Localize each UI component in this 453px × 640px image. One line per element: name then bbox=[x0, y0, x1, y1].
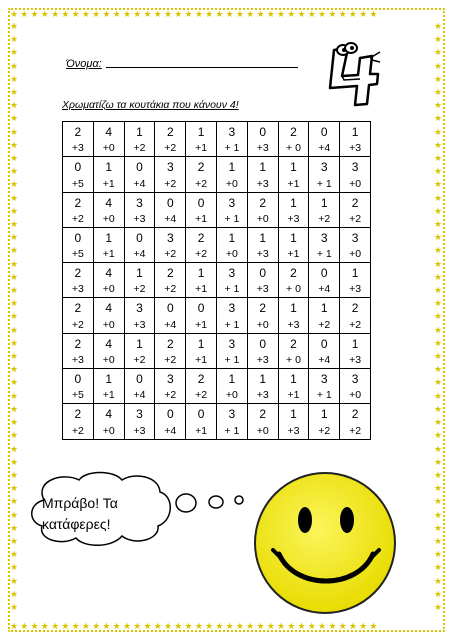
cell-addend: +3 bbox=[349, 354, 362, 367]
grid-cell[interactable] bbox=[278, 404, 309, 439]
cell-first-number: 3 bbox=[228, 266, 236, 281]
cell-first-number: 3 bbox=[136, 407, 143, 422]
cell-first-number: 1 bbox=[136, 336, 143, 351]
cell-addend: +2 bbox=[195, 248, 208, 261]
grid-cell[interactable] bbox=[309, 404, 340, 439]
cell-first-number: 2 bbox=[74, 336, 82, 351]
grid-row bbox=[63, 263, 371, 298]
cell-first-number: 2 bbox=[166, 266, 174, 281]
grid-cell[interactable] bbox=[309, 333, 340, 368]
cell-addend: +3 bbox=[349, 283, 362, 296]
grid-cell[interactable] bbox=[247, 298, 278, 333]
grid-cell[interactable] bbox=[63, 122, 94, 157]
star-border-top: ★★★★★★★★★★★★★★★★★★★★★★★★★★★★★★★★★★★★ bbox=[10, 9, 380, 19]
cell-addend: +5 bbox=[71, 248, 84, 261]
cell-first-number: 2 bbox=[74, 301, 82, 316]
cell-addend: +4 bbox=[133, 389, 146, 402]
cell-addend: +2 bbox=[349, 424, 362, 437]
cell-addend: +1 bbox=[195, 212, 208, 225]
cell-addend: + 0 bbox=[286, 354, 301, 367]
cloud-text bbox=[42, 493, 142, 535]
grid-cell[interactable] bbox=[124, 227, 155, 262]
cell-addend: +1 bbox=[287, 177, 300, 190]
grid-cell[interactable] bbox=[124, 157, 155, 192]
cell-first-number: 3 bbox=[136, 301, 143, 316]
cell-addend: +4 bbox=[318, 283, 331, 296]
cell-addend: +0 bbox=[256, 424, 269, 437]
grid-cell[interactable] bbox=[278, 157, 309, 192]
cell-first-number: 1 bbox=[351, 336, 359, 351]
grid-cell[interactable] bbox=[216, 227, 247, 262]
cell-first-number: 1 bbox=[105, 230, 113, 245]
cell-addend: + 1 bbox=[224, 354, 240, 367]
name-label: Όνομα: bbox=[66, 58, 102, 70]
cell-first-number: 3 bbox=[351, 372, 359, 387]
star-border-bottom: ★★★★★★★★★★★★★★★★★★★★★★★★★★★★★★★★★★★★ bbox=[10, 621, 380, 631]
addition-grid bbox=[62, 121, 371, 440]
grid-cell[interactable] bbox=[340, 333, 371, 368]
cell-first-number: 1 bbox=[228, 160, 236, 175]
cell-addend: +0 bbox=[102, 212, 115, 225]
cell-first-number: 3 bbox=[166, 160, 174, 175]
cell-addend: +4 bbox=[133, 177, 146, 190]
cell-addend: +0 bbox=[225, 248, 238, 261]
grid-cell[interactable] bbox=[309, 263, 340, 298]
grid-cell[interactable] bbox=[93, 298, 124, 333]
grid-cell[interactable] bbox=[340, 369, 371, 404]
cell-addend: +2 bbox=[164, 177, 177, 190]
grid-cell[interactable] bbox=[93, 227, 124, 262]
grid-cell[interactable] bbox=[309, 298, 340, 333]
instruction-text: Χρωματίζω τα κουτάκια που κάνουν 4! bbox=[62, 99, 239, 111]
grid-cell[interactable] bbox=[63, 157, 94, 192]
cell-addend: +5 bbox=[71, 177, 84, 190]
grid-cell[interactable] bbox=[309, 192, 340, 227]
smiley-face-icon bbox=[245, 468, 405, 618]
cell-first-number: 1 bbox=[290, 301, 297, 316]
cell-first-number: 2 bbox=[290, 266, 297, 281]
cell-addend: +1 bbox=[195, 142, 208, 155]
cell-first-number: 0 bbox=[74, 160, 82, 175]
cell-first-number: 1 bbox=[259, 160, 267, 175]
cell-addend: +0 bbox=[102, 424, 115, 437]
cell-first-number: 2 bbox=[259, 195, 267, 210]
cell-first-number: 4 bbox=[105, 336, 113, 351]
cell-addend: +2 bbox=[71, 212, 84, 225]
cell-addend: + 1 bbox=[224, 142, 240, 155]
cell-addend: +3 bbox=[287, 318, 300, 331]
grid-row bbox=[63, 369, 371, 404]
grid-cell[interactable] bbox=[155, 333, 186, 368]
grid-cell[interactable] bbox=[186, 298, 217, 333]
cell-addend: +5 bbox=[71, 389, 84, 402]
cell-addend: + 1 bbox=[224, 424, 240, 437]
grid-cell[interactable] bbox=[278, 227, 309, 262]
cell-addend: +2 bbox=[318, 212, 331, 225]
cell-first-number: 1 bbox=[259, 372, 267, 387]
cell-first-number: 3 bbox=[351, 230, 359, 245]
cell-addend: +4 bbox=[133, 248, 146, 261]
cell-first-number: 3 bbox=[136, 195, 143, 210]
grid-cell[interactable] bbox=[309, 157, 340, 192]
cell-addend: +4 bbox=[318, 354, 331, 367]
grid-cell[interactable] bbox=[216, 122, 247, 157]
cell-first-number: 3 bbox=[228, 336, 236, 351]
cell-addend: +0 bbox=[225, 177, 238, 190]
cell-addend: +3 bbox=[256, 389, 269, 402]
cell-first-number: 3 bbox=[228, 301, 236, 316]
cell-addend: +1 bbox=[102, 389, 115, 402]
grid-cell[interactable] bbox=[186, 404, 217, 439]
grid-cell[interactable] bbox=[93, 369, 124, 404]
cell-addend: +2 bbox=[349, 318, 362, 331]
cell-first-number: 0 bbox=[136, 160, 143, 175]
grid-cell[interactable] bbox=[216, 298, 247, 333]
grid-cell[interactable] bbox=[155, 404, 186, 439]
cell-addend: +1 bbox=[102, 248, 115, 261]
cell-first-number: 1 bbox=[228, 372, 236, 387]
star-border-left: ★ ★ ★ ★ ★ ★ ★ ★ ★ ★ ★ ★ ★ ★ ★ ★ ★ ★ ★ ★ ★ ★ ★ ★ ★ ★ ★ ★ ★ ★ ★ ★ ★ ★ ★ ★ ★ ★ ★ ★ ★ ★ ★ ★ ★ bbox=[9, 21, 19, 612]
grid-cell[interactable] bbox=[340, 227, 371, 262]
cell-first-number: 0 bbox=[259, 266, 267, 281]
name-field[interactable] bbox=[106, 67, 298, 68]
cell-addend: +1 bbox=[287, 248, 300, 261]
cell-first-number: 3 bbox=[320, 372, 328, 387]
grid-cell[interactable] bbox=[340, 122, 371, 157]
cell-addend: +0 bbox=[256, 212, 269, 225]
grid-cell[interactable] bbox=[216, 157, 247, 192]
grid-cell[interactable] bbox=[278, 333, 309, 368]
grid-cell[interactable] bbox=[216, 369, 247, 404]
cell-first-number: 0 bbox=[74, 372, 82, 387]
cell-addend: +3 bbox=[71, 354, 84, 367]
cell-first-number: 3 bbox=[351, 160, 359, 175]
cell-addend: + 0 bbox=[286, 142, 301, 155]
grid-cell[interactable] bbox=[340, 404, 371, 439]
grid-cell[interactable] bbox=[309, 369, 340, 404]
cell-first-number: 2 bbox=[74, 195, 82, 210]
grid-cell[interactable] bbox=[247, 227, 278, 262]
grid-cell[interactable] bbox=[340, 192, 371, 227]
cell-addend: +2 bbox=[133, 142, 146, 155]
grid-cell[interactable] bbox=[247, 122, 278, 157]
cell-addend: +0 bbox=[102, 318, 115, 331]
cell-first-number: 0 bbox=[136, 372, 143, 387]
cell-first-number: 1 bbox=[320, 195, 328, 210]
cell-first-number: 2 bbox=[290, 336, 297, 351]
cell-first-number: 0 bbox=[320, 266, 328, 281]
cell-first-number: 1 bbox=[197, 336, 205, 351]
grid-cell[interactable] bbox=[186, 369, 217, 404]
cell-first-number: 0 bbox=[320, 125, 328, 139]
cell-first-number: 3 bbox=[320, 160, 328, 175]
cell-first-number: 0 bbox=[166, 407, 174, 422]
cell-addend: +4 bbox=[164, 424, 177, 437]
grid-cell[interactable] bbox=[309, 122, 340, 157]
cell-first-number: 0 bbox=[259, 125, 267, 139]
grid-cell[interactable] bbox=[278, 298, 309, 333]
cell-addend: + 1 bbox=[224, 283, 240, 296]
cell-first-number: 2 bbox=[166, 125, 174, 139]
cell-first-number: 1 bbox=[259, 230, 267, 245]
cloud-line-1: Μπράβο! Τα bbox=[42, 495, 118, 511]
cell-first-number: 0 bbox=[166, 195, 174, 210]
cell-first-number: 0 bbox=[197, 301, 205, 316]
grid-cell[interactable] bbox=[93, 192, 124, 227]
cell-first-number: 1 bbox=[290, 407, 297, 422]
grid-cell[interactable] bbox=[216, 404, 247, 439]
cell-first-number: 2 bbox=[74, 266, 82, 281]
grid-cell[interactable] bbox=[247, 369, 278, 404]
cell-addend: +0 bbox=[349, 389, 362, 402]
cell-first-number: 2 bbox=[197, 160, 205, 175]
cell-addend: +3 bbox=[349, 142, 362, 155]
cell-first-number: 2 bbox=[351, 195, 359, 210]
grid-cell[interactable] bbox=[216, 263, 247, 298]
cell-addend: +0 bbox=[102, 283, 115, 296]
cell-addend: +2 bbox=[133, 283, 146, 296]
cell-addend: +1 bbox=[195, 354, 208, 367]
cell-addend: +3 bbox=[287, 424, 300, 437]
cell-addend: +1 bbox=[195, 318, 208, 331]
grid-cell[interactable] bbox=[216, 333, 247, 368]
cell-addend: +3 bbox=[71, 142, 84, 155]
cell-addend: +0 bbox=[102, 354, 115, 367]
grid-cell[interactable] bbox=[340, 157, 371, 192]
grid-cell[interactable] bbox=[93, 404, 124, 439]
grid-cell[interactable] bbox=[63, 333, 94, 368]
cell-addend: +3 bbox=[256, 177, 269, 190]
cell-addend: +2 bbox=[71, 318, 84, 331]
cell-first-number: 1 bbox=[105, 160, 113, 175]
cell-addend: +0 bbox=[225, 389, 238, 402]
grid-cell[interactable] bbox=[93, 157, 124, 192]
cell-addend: +2 bbox=[318, 424, 331, 437]
grid-cell[interactable] bbox=[186, 192, 217, 227]
cell-first-number: 3 bbox=[320, 230, 328, 245]
cell-addend: +1 bbox=[102, 177, 115, 190]
grid-cell[interactable] bbox=[155, 227, 186, 262]
cell-addend: +0 bbox=[349, 248, 362, 261]
cell-first-number: 4 bbox=[105, 266, 113, 281]
cell-first-number: 4 bbox=[105, 195, 113, 210]
grid-cell[interactable] bbox=[186, 157, 217, 192]
cell-first-number: 3 bbox=[228, 125, 236, 139]
cell-first-number: 1 bbox=[320, 301, 328, 316]
cell-first-number: 1 bbox=[320, 407, 328, 422]
grid-row bbox=[63, 227, 371, 262]
cell-first-number: 0 bbox=[320, 336, 328, 351]
grid-row bbox=[63, 157, 371, 192]
cell-first-number: 2 bbox=[166, 336, 174, 351]
grid-cell[interactable] bbox=[93, 122, 124, 157]
cell-first-number: 2 bbox=[197, 230, 205, 245]
cell-first-number: 2 bbox=[259, 301, 267, 316]
cell-first-number: 1 bbox=[197, 125, 205, 139]
grid-cell[interactable] bbox=[278, 369, 309, 404]
grid-cell[interactable] bbox=[247, 157, 278, 192]
cell-addend: + 1 bbox=[316, 248, 332, 261]
cell-addend: +0 bbox=[102, 142, 115, 155]
grid-row bbox=[63, 404, 371, 439]
cell-addend: + 1 bbox=[316, 177, 332, 190]
cloud-line-2: κατάφερες! bbox=[42, 516, 111, 532]
cell-addend: +4 bbox=[164, 318, 177, 331]
cell-addend: +2 bbox=[71, 424, 84, 437]
grid-cell[interactable] bbox=[340, 263, 371, 298]
cell-addend: + 1 bbox=[224, 318, 240, 331]
cell-first-number: 2 bbox=[259, 407, 267, 422]
grid-cell[interactable] bbox=[247, 263, 278, 298]
grid-row bbox=[63, 298, 371, 333]
cell-addend: +2 bbox=[349, 212, 362, 225]
cell-addend: +3 bbox=[133, 318, 146, 331]
grid-row bbox=[63, 122, 371, 157]
cell-addend: +2 bbox=[164, 142, 177, 155]
grid-cell[interactable] bbox=[93, 263, 124, 298]
cell-first-number: 1 bbox=[290, 230, 297, 245]
grid-cell[interactable] bbox=[63, 227, 94, 262]
cell-addend: + 0 bbox=[286, 283, 301, 296]
cell-addend: +3 bbox=[133, 424, 146, 437]
cell-addend: +2 bbox=[195, 389, 208, 402]
grid-cell[interactable] bbox=[155, 157, 186, 192]
cell-addend: +1 bbox=[195, 424, 208, 437]
cell-addend: +0 bbox=[256, 318, 269, 331]
cell-first-number: 4 bbox=[105, 125, 113, 139]
grid-cell[interactable] bbox=[155, 192, 186, 227]
grid-cell[interactable] bbox=[186, 263, 217, 298]
grid-cell[interactable] bbox=[63, 298, 94, 333]
grid-cell[interactable] bbox=[155, 122, 186, 157]
cell-first-number: 0 bbox=[166, 301, 174, 316]
cell-first-number: 3 bbox=[228, 195, 236, 210]
cell-addend: +4 bbox=[164, 212, 177, 225]
grid-cell[interactable] bbox=[247, 333, 278, 368]
grid-cell[interactable] bbox=[186, 122, 217, 157]
cell-addend: +1 bbox=[195, 283, 208, 296]
cell-first-number: 4 bbox=[105, 407, 113, 422]
cell-addend: +2 bbox=[195, 177, 208, 190]
cell-first-number: 3 bbox=[228, 407, 236, 422]
cell-addend: +0 bbox=[349, 177, 362, 190]
cell-first-number: 1 bbox=[136, 266, 143, 281]
grid-cell[interactable] bbox=[309, 227, 340, 262]
grid-cell[interactable] bbox=[216, 192, 247, 227]
cell-addend: +2 bbox=[164, 283, 177, 296]
grid-cell[interactable] bbox=[278, 263, 309, 298]
cell-first-number: 0 bbox=[197, 195, 205, 210]
grid-cell[interactable] bbox=[124, 298, 155, 333]
cell-addend: +3 bbox=[256, 283, 269, 296]
grid-cell[interactable] bbox=[186, 333, 217, 368]
grid-cell[interactable] bbox=[340, 298, 371, 333]
grid-cell[interactable] bbox=[124, 333, 155, 368]
cell-addend: + 1 bbox=[224, 212, 240, 225]
grid-cell[interactable] bbox=[63, 192, 94, 227]
grid-cell[interactable] bbox=[124, 369, 155, 404]
cell-first-number: 4 bbox=[105, 301, 113, 316]
grid-cell[interactable] bbox=[124, 404, 155, 439]
cell-addend: +3 bbox=[133, 212, 146, 225]
cell-addend: +3 bbox=[256, 142, 269, 155]
cell-first-number: 0 bbox=[197, 407, 205, 422]
cell-addend: +3 bbox=[71, 283, 84, 296]
cell-first-number: 1 bbox=[136, 125, 143, 139]
grid-cell[interactable] bbox=[278, 122, 309, 157]
cell-addend: +4 bbox=[318, 142, 331, 155]
cell-addend: + 1 bbox=[316, 389, 332, 402]
cell-addend: +2 bbox=[164, 354, 177, 367]
grid-row bbox=[63, 192, 371, 227]
cell-addend: +3 bbox=[256, 354, 269, 367]
grid-cell[interactable] bbox=[124, 263, 155, 298]
cell-addend: +2 bbox=[164, 389, 177, 402]
grid-row bbox=[63, 333, 371, 368]
cell-first-number: 0 bbox=[74, 230, 82, 245]
cell-first-number: 1 bbox=[105, 372, 113, 387]
cell-addend: +3 bbox=[287, 212, 300, 225]
cell-first-number: 1 bbox=[290, 372, 297, 387]
grid-cell[interactable] bbox=[63, 263, 94, 298]
grid-cell[interactable] bbox=[155, 369, 186, 404]
cell-addend: +1 bbox=[287, 389, 300, 402]
cell-first-number: 2 bbox=[351, 301, 359, 316]
cell-first-number: 1 bbox=[290, 160, 297, 175]
cell-addend: +2 bbox=[133, 354, 146, 367]
grid-cell[interactable] bbox=[278, 192, 309, 227]
grid-cell[interactable] bbox=[247, 404, 278, 439]
cell-first-number: 1 bbox=[351, 125, 359, 139]
star-border-right: ★ ★ ★ ★ ★ ★ ★ ★ ★ ★ ★ ★ ★ ★ ★ ★ ★ ★ ★ ★ ★ ★ ★ ★ ★ ★ ★ ★ ★ ★ ★ ★ ★ ★ ★ ★ ★ ★ ★ ★ ★ ★ ★ ★ ★ bbox=[433, 21, 443, 612]
cell-first-number: 0 bbox=[259, 336, 267, 351]
cell-first-number: 1 bbox=[351, 266, 359, 281]
grid-cell[interactable] bbox=[93, 333, 124, 368]
cell-addend: +3 bbox=[256, 248, 269, 261]
grid-cell[interactable] bbox=[186, 227, 217, 262]
grid-cell[interactable] bbox=[63, 404, 94, 439]
cell-first-number: 3 bbox=[166, 372, 174, 387]
cell-first-number: 2 bbox=[290, 125, 297, 139]
grid-cell[interactable] bbox=[124, 122, 155, 157]
grid-cell[interactable] bbox=[124, 192, 155, 227]
cell-first-number: 2 bbox=[197, 372, 205, 387]
grid-cell[interactable] bbox=[155, 298, 186, 333]
cell-first-number: 1 bbox=[290, 195, 297, 210]
cell-first-number: 2 bbox=[74, 125, 82, 139]
grid-cell[interactable] bbox=[63, 369, 94, 404]
cell-addend: +2 bbox=[318, 318, 331, 331]
grid-cell[interactable] bbox=[247, 192, 278, 227]
cell-first-number: 0 bbox=[136, 230, 143, 245]
cell-addend: +2 bbox=[164, 248, 177, 261]
cell-first-number: 1 bbox=[228, 230, 236, 245]
cell-first-number: 3 bbox=[166, 230, 174, 245]
cartoon-four-icon bbox=[320, 42, 382, 108]
grid-cell[interactable] bbox=[155, 263, 186, 298]
cell-first-number: 1 bbox=[197, 266, 205, 281]
cell-first-number: 2 bbox=[351, 407, 359, 422]
cell-first-number: 2 bbox=[74, 407, 82, 422]
